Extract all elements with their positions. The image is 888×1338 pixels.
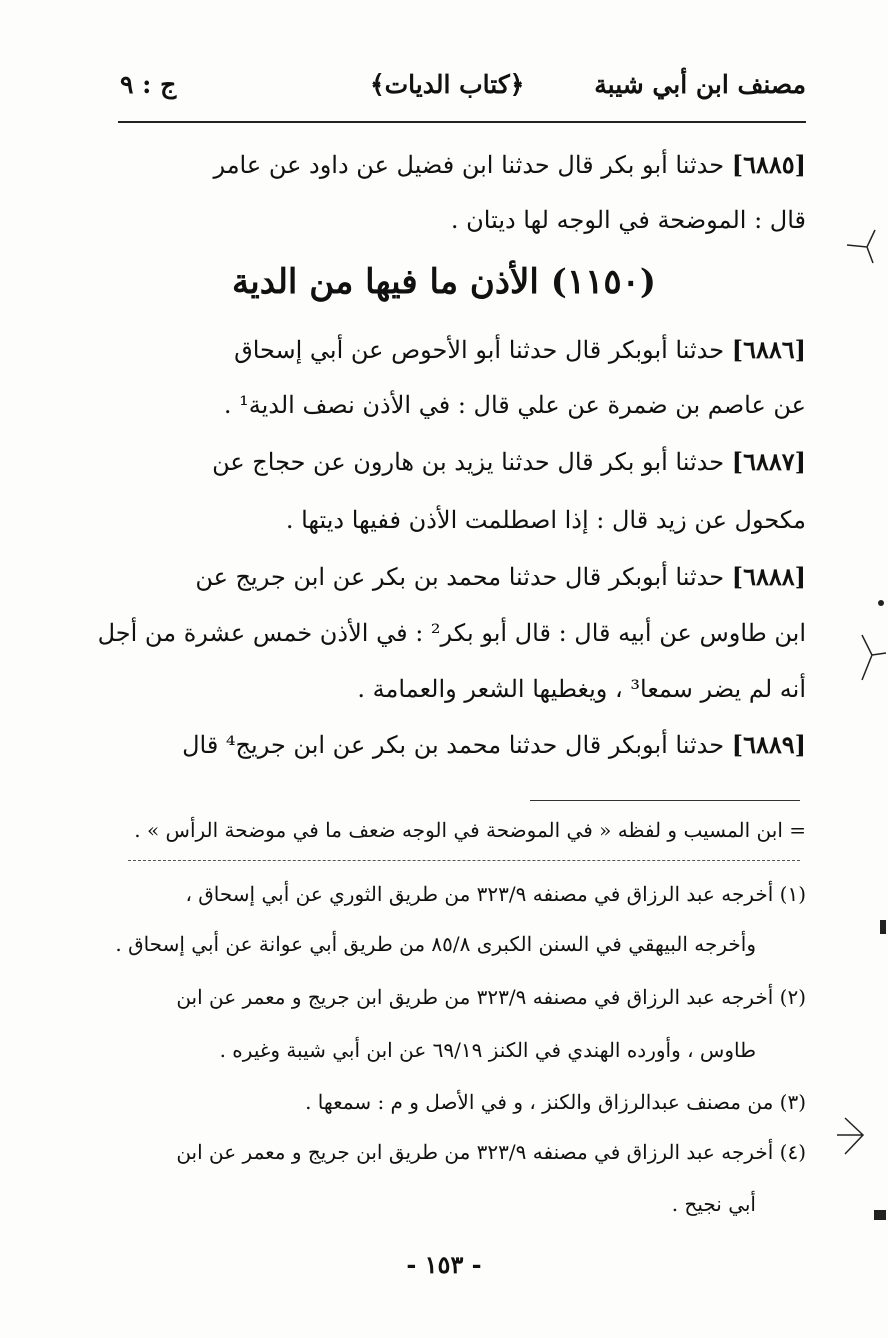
margin-dot (878, 600, 884, 606)
footnote-1-cont: وأخرجه البيهقي في السنن الكبرى ٨٥/٨ من طريق أبي عوانة عن أبي إسحاق . (115, 932, 756, 956)
hadith-text: مكحول عن زيد قال : إذا اصطلمت الأذن ففيها ديتها . (285, 506, 806, 534)
hadith-text: حدثنا أبوبكر قال حدثنا أبو الأحوص عن أبي إسحاق (234, 336, 732, 364)
hadith-text: عن عاصم بن ضمرة عن علي قال : في الأذن نصف الدية¹ . (223, 391, 806, 419)
hadith-line-9 (357, 674, 806, 703)
footnote-1: (١) أخرجه عبد الرزاق في مصنفه ٣٢٣/٩ من طريق الثوري عن أبي إسحاق ، (185, 882, 806, 906)
chapter-title: ﴿كتاب الديات﴾ (370, 70, 525, 99)
footnote-2-cont: طاوس ، وأورده الهندي في الكنز ٦٩/١٩ عن ابن أبي شيبة وغيره . (219, 1038, 756, 1062)
hadith-number: [٦٨٨٥] (731, 150, 806, 179)
margin-mark (845, 225, 885, 265)
margin-mark (835, 1110, 875, 1160)
hadith-text: حدثنا أبوبكر قال حدثنا محمد بن بكر عن ابن جريج عن (195, 563, 732, 591)
footnote-4-cont: أبي نجيح . (671, 1192, 756, 1216)
hadith-line-5 (212, 447, 806, 476)
hadith-number: [٦٨٨٨] (731, 562, 806, 591)
book-title: مصنف ابن أبي شيبة (594, 70, 806, 99)
hadith-line-3 (234, 335, 806, 364)
page-number: - ١٥٣ - (406, 1250, 482, 1279)
hadith-line-6 (286, 505, 806, 534)
margin-dot (874, 1210, 886, 1220)
hadith-line-2 (451, 205, 806, 234)
hadith-text: حدثنا أبو بكر قال حدثنا يزيد بن هارون عن حجاج عن (212, 448, 732, 476)
hadith-text: أنه لم يضر سمعا³ ، ويغطيها الشعر والعمامة . (357, 675, 806, 703)
hadith-number: [٦٨٨٩] (731, 730, 806, 759)
footnote-4: (٤) أخرجه عبد الرزاق في مصنفه ٣٢٣/٩ من طريق ابن جريج و معمر عن ابن (176, 1140, 806, 1164)
section-heading: (١١٥٠) الأذن ما فيها من الدية (232, 262, 656, 302)
footnote-rule (530, 800, 800, 801)
hadith-text: قال : الموضحة في الوجه لها ديتان . (450, 206, 806, 234)
hadith-line-8 (98, 618, 806, 647)
hadith-line-4 (224, 390, 806, 419)
header-rule (118, 121, 806, 123)
hadith-number: [٦٨٨٧] (731, 447, 806, 476)
hadith-text: حدثنا أبو بكر قال حدثنا ابن فضيل عن داود عن عامر (213, 151, 732, 179)
footnote-separator (128, 860, 800, 861)
hadith-line-10 (182, 730, 806, 759)
hadith-line-1 (213, 150, 806, 179)
footnote-3: (٣) من مصنف عبدالرزاق والكنز ، و في الأصل و م : سمعها . (305, 1090, 806, 1114)
footnote-carryover: = ابن المسيب و لفظه « في الموضحة في الوجه ضعف ما في موضحة الرأس » . (134, 818, 806, 842)
hadith-text: حدثنا أبوبكر قال حدثنا محمد بن بكر عن ابن جريج⁴ قال (182, 731, 732, 759)
margin-dot (880, 920, 886, 934)
footnote-2: (٢) أخرجه عبد الرزاق في مصنفه ٣٢٣/٩ من طريق ابن جريج و معمر عن ابن (176, 985, 806, 1009)
margin-mark (860, 625, 888, 685)
hadith-line-7 (195, 562, 806, 591)
volume-label: ج : ٩ (120, 70, 177, 99)
hadith-number: [٦٨٨٦] (731, 335, 806, 364)
hadith-text: ابن طاوس عن أبيه قال : قال أبو بكر² : في الأذن خمس عشرة من أجل (97, 619, 806, 647)
